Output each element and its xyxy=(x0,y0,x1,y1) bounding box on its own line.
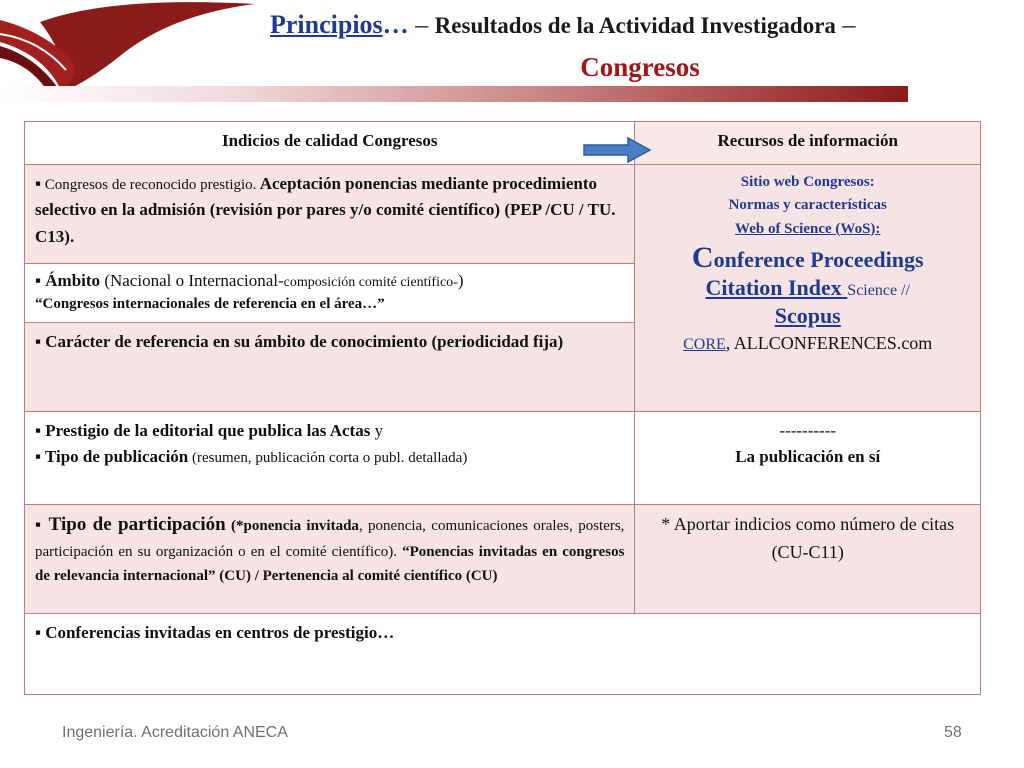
row4-and: y xyxy=(370,421,384,440)
slide-subtitle: Congresos xyxy=(580,52,700,82)
bullet-icon: ▪ xyxy=(35,174,42,193)
science-text: Science // xyxy=(847,281,910,299)
row2-committee: composición comité científico- xyxy=(283,275,458,290)
header-gradient-bar xyxy=(0,86,908,102)
conference-proceedings-text: onference Proceedings xyxy=(713,246,924,272)
row-publisher-prestige xyxy=(25,412,635,505)
title-main: Resultados de la Actividad Investigadora xyxy=(434,13,836,38)
row5-type-label: Tipo de participación xyxy=(42,514,226,535)
bullet-icon: ▪ xyxy=(35,332,42,351)
row-participation-type xyxy=(25,505,635,614)
resources-cell xyxy=(635,165,981,412)
row5-invited-quote: “Ponencias invitadas en congresos de relevancia internacional” (CU) / Pertenencia al comité científico (CU) xyxy=(35,543,625,585)
page-number: 58 xyxy=(944,724,962,741)
row-scope xyxy=(25,264,635,323)
bullet-icon: ▪ xyxy=(35,421,42,440)
row3-text: Carácter de referencia en su ámbito de conocimiento (periodicidad fija) xyxy=(41,332,564,351)
core-link[interactable]: CORE xyxy=(683,335,726,353)
principios-link[interactable]: Principios xyxy=(270,10,383,39)
resource-wos-link[interactable]: Web of Science (WoS): xyxy=(735,220,881,237)
publication-itself-cell xyxy=(635,412,981,505)
row-reputable-congresses xyxy=(25,165,635,264)
row2-scope-values: (Nacional o Internacional- xyxy=(100,271,284,290)
row6-text: Conferencias invitadas en centros de prestigio… xyxy=(41,623,395,642)
title-dash: – xyxy=(408,10,435,39)
citation-index-link[interactable]: Citation Index xyxy=(705,274,848,300)
bullet-icon: ▪ xyxy=(35,623,42,642)
resource-conference-proceedings xyxy=(645,241,970,274)
right-arrow-icon xyxy=(582,136,652,164)
row1-text-a: Congresos de reconocido prestigio. xyxy=(41,177,257,193)
row2-close: ) xyxy=(457,271,464,290)
bullet-icon: ▪ xyxy=(35,515,43,534)
publication-itself: La publicación en sí xyxy=(735,447,881,467)
resource-website: Sitio web Congresos: xyxy=(740,174,875,190)
dashes: ---------- xyxy=(779,421,837,440)
header-resources: Recursos de información xyxy=(635,122,981,165)
conference-initial: C xyxy=(691,240,714,274)
row4-pub-detail: (resumen, publicación corta o publ. detallada) xyxy=(188,450,468,467)
scopus-link[interactable]: Scopus xyxy=(774,303,841,329)
row4-pub-type: Tipo de publicación xyxy=(41,447,189,467)
citations-note: * Aportar indicios como número de citas (CU-C11) xyxy=(661,514,955,562)
footer-caption: Ingeniería. Acreditación ANECA xyxy=(62,724,288,741)
citations-note-cell xyxy=(635,505,981,614)
bullet-icon: ▪ xyxy=(35,447,42,467)
row5-details: , ponencia, comunicaciones orales, posters, participación en su organización o en el comité científico). xyxy=(35,518,625,560)
criteria-table xyxy=(24,121,981,695)
row4-publisher: Prestigio de la editorial que publica las Actas xyxy=(41,421,371,440)
title-dash-end: – xyxy=(835,10,856,39)
slide-title xyxy=(270,10,1020,40)
header-quality-indicators: Indicios de calidad Congresos xyxy=(25,122,635,165)
row1-text-b: Aceptación ponencias mediante procedimiento selectivo en la admisión (revisión por pares y/o comité científico) (PEP /CU / TU. C13). xyxy=(35,174,616,246)
row2-quote: “Congresos internacionales de referencia en el área…” xyxy=(35,296,385,313)
row-reference-character xyxy=(25,323,635,412)
bullet-icon: ▪ xyxy=(35,271,42,290)
title-ellipsis: … xyxy=(382,10,409,39)
allconferences-text: , ALLCONFERENCES.com xyxy=(725,332,933,353)
row-invited-conferences xyxy=(25,614,981,695)
row5-invited: (*ponencia invitada xyxy=(225,518,359,534)
row2-scope-label: Ámbito xyxy=(41,271,101,290)
resource-rules: Normas y características xyxy=(728,197,887,214)
